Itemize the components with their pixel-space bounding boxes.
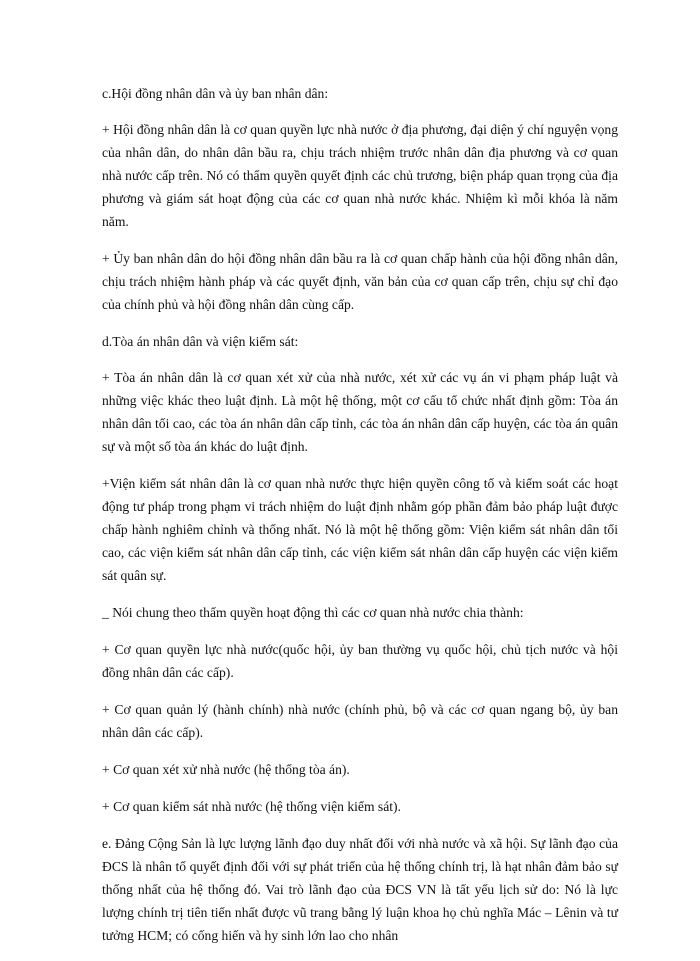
list-item-quyen-luc: + Cơ quan quyền lực nhà nước(quốc hội, ủy ban thường vụ quốc hội, chủ tịch nước và hội đồng nhân dân các cấp). (102, 642, 618, 680)
paragraph-summary: _ Nói chung theo thẩm quyền hoạt động thì các cơ quan nhà nước chia thành: (102, 605, 524, 620)
paragraph-dang: e. Đảng Cộng Sản là lực lượng lãnh đạo duy nhất đối với nhà nước và xã hội. Sự lãnh đạo của ĐCS là nhân tố quyết định đối với sự phát triển của hệ thống chính trị, là hạt nhân đảm bảo sự thống nhất của hệ thống đó. Vai trò lãnh đạo của ĐCS VN là tất yếu lịch sử do: Nó là lực lượng chính trị tiên tiến nhất được vũ trang bằng lý luận khoa họ chủ nghĩa Mác – Lênin và tư tưởng HCM; có cống hiến và hy sinh lớn lao cho nhân (102, 836, 618, 943)
list-item-kiem-sat: + Cơ quan kiểm sát nhà nước (hệ thống viện kiểm sát). (102, 799, 401, 814)
heading-c: c.Hội đồng nhân dân và ủy ban nhân dân: (102, 86, 329, 101)
paragraph-ubnd: + Ủy ban nhân dân do hội đồng nhân dân bầu ra là cơ quan chấp hành của hội đồng nhân dân, chịu trách nhiệm hành pháp và các quyết định, văn bản của cơ quan cấp trên, chịu sự chỉ đạo của chính phủ và hội đồng nhân dân cùng cấp. (102, 251, 618, 312)
paragraph-hdnd: + Hội đồng nhân dân là cơ quan quyền lực nhà nước ở địa phương, đại diện ý chí nguyện vọng của nhân dân, do nhân dân bầu ra, chịu trách nhiệm trước nhân dân địa phương và cơ quan nhà nước cấp trên. Nó có thẩm quyền quyết định các chủ trương, biện pháp quan trọng của địa phương và giám sát hoạt động của các cơ quan nhà nước khác. Nhiệm kì mỗi khóa là năm năm. (102, 122, 618, 229)
list-item-xet-xu: + Cơ quan xét xử nhà nước (hệ thống tòa án). (102, 762, 350, 777)
list-item-quan-ly: + Cơ quan quản lý (hành chính) nhà nước (chính phủ, bộ và các cơ quan ngang bộ, ủy ban nhân dân các cấp). (102, 702, 618, 740)
heading-d: d.Tòa án nhân dân và viện kiểm sát: (102, 334, 299, 349)
paragraph-vien-kiem-sat: +Viện kiểm sát nhân dân là cơ quan nhà nước thực hiện quyền công tố và kiểm soát các hoạt động tư pháp trong phạm vi trách nhiệm do luật định nhằm góp phần đảm bảo pháp luật được chấp hành nghiêm chỉnh và thống nhất. Nó là một hệ thống gồm: Viện kiểm sát nhân dân tối cao, các viện kiểm sát nhân dân cấp tỉnh, các viện kiểm sát nhân dân cấp huyện các viện kiểm sát quân sự. (102, 476, 618, 583)
document-page (102, 82, 618, 961)
paragraph-toa-an: + Tòa án nhân dân là cơ quan xét xử của nhà nước, xét xử các vụ án vi phạm pháp luật và những việc khác theo luật định. Là một hệ thống, một cơ cấu tổ chức nhất định gồm: Tòa án nhân dân tối cao, các tòa án nhân dân cấp tỉnh, các tòa án nhân dân cấp huyện, các tòa án quân sự và một số tòa án khác do luật định. (102, 370, 618, 454)
